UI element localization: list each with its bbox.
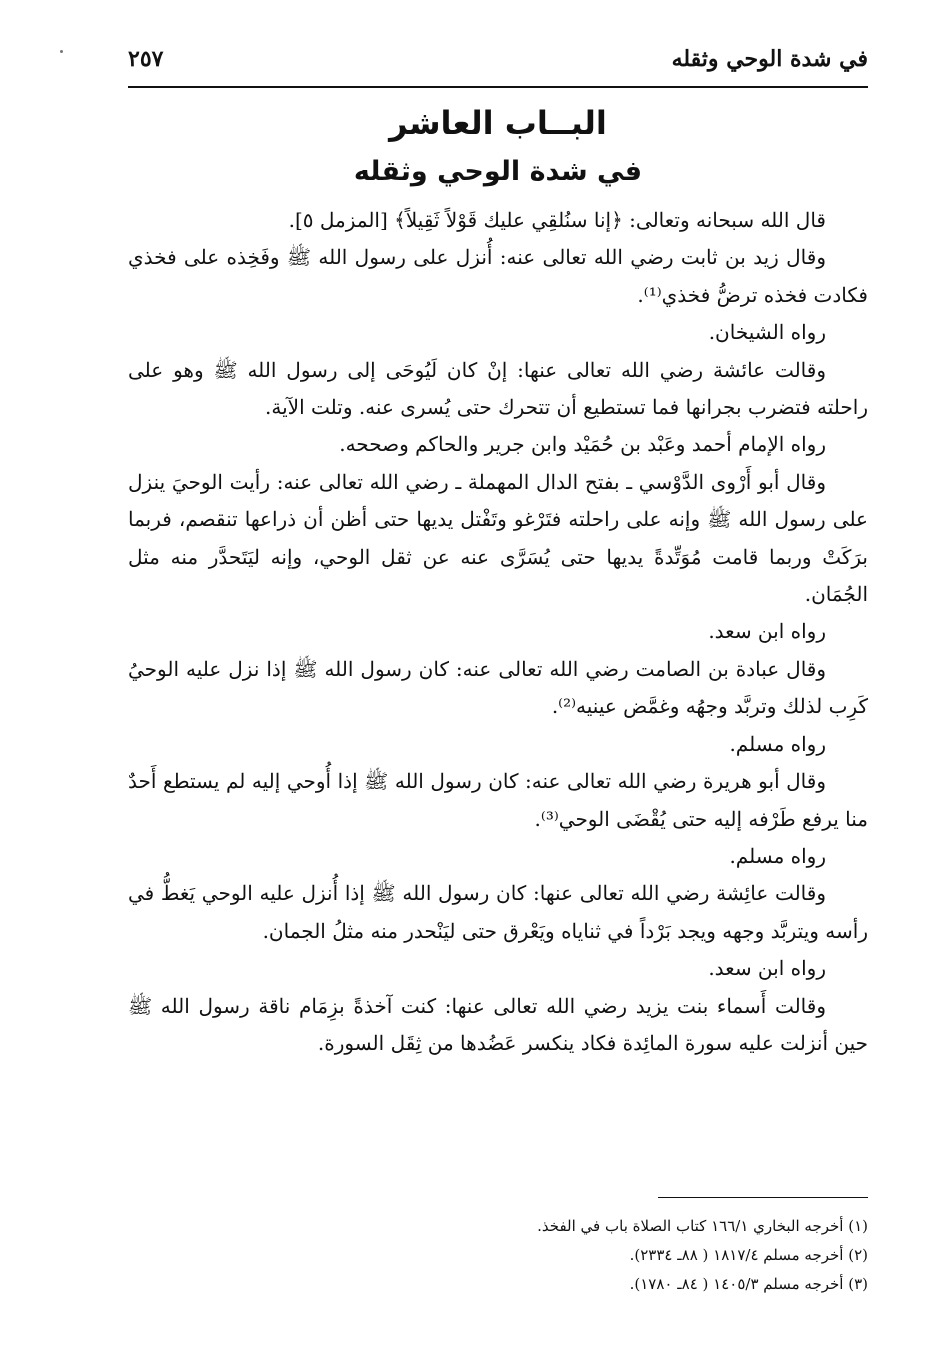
scan-speck xyxy=(60,50,63,53)
attribution: رواه مسلم. xyxy=(729,843,826,868)
paragraph-abu-huraira-hadith: وقال أبو هريرة رضي الله تعالى عنه: كان رسول الله ﷺ إذا أُوحي إليه لم يستطع أَحدٌ منا يرفع طَرْفه إليه حتى يُقْضَى الوحي⁽³⁾. xyxy=(128,769,868,831)
attribution: رواه ابن سعد. xyxy=(708,619,826,644)
paragraph-ubada-hadith: وقال عبادة بن الصامت رضي الله تعالى عنه: كان رسول الله ﷺ إذا نزل عليه الوحيُ كَرِب لذلك وتربَّد وجهُه وغمَّض عينيه⁽²⁾. xyxy=(128,656,868,719)
attribution: رواه مسلم. xyxy=(729,731,826,756)
footnotes xyxy=(128,1212,868,1299)
paragraph-asma-hadith: وقالت أَسماء بنت يزيد رضي الله تعالى عنها: كنت آخذةً بزِمَام ناقة رسول الله ﷺ حين أنزلت عليه سورة المائِدة فكاد ينكسر عَضُدها من ثِقَل السورة. xyxy=(128,993,868,1055)
running-header xyxy=(128,40,868,88)
body-text xyxy=(128,202,868,1062)
footnote-item: (١) أخرجه البخاري ١٦٦/١ كتاب الصلاة باب في الفخذ. xyxy=(537,1217,868,1235)
paragraph-zaid-hadith: وقال زيد بن ثابت رضي الله تعالى عنه: أُنزل على رسول الله ﷺ وفَخِذه على فخذي فكادت فخذه ترضُّ فخذي⁽¹⁾. xyxy=(128,245,868,307)
paragraph-quran-verse: قال الله سبحانه وتعالى: ﴿إنا سنُلقِي عليك قَوْلاً ثَقِيلاً﴾ [المزمل ٥]. xyxy=(288,208,826,232)
chapter-title: البــاب العاشر xyxy=(389,104,607,142)
attribution: رواه الإمام أحمد وعَبْد بن حُمَيْد وابن جرير والحاكم وصححه. xyxy=(339,432,826,457)
attribution: رواه الشيخان. xyxy=(708,320,826,345)
attribution: رواه ابن سعد. xyxy=(708,956,826,981)
paragraph-abu-arwa-hadith: وقال أبو أَرْوى الدَّوْسي ـ بفتح الدال المهملة ـ رضي الله تعالى عنه: رأيت الوحيَ ينزل على رسول الله ﷺ وإنه على راحلته فتَرْغو وتَفْتل يديها حتى أظن أن ذراعها تنقصم، فربما برَكَتْ وربما قامت مُوَتِّدةً يديها حتى يُسَرَّى عنه عن ثقل الوحي، وإنه ليَتَحدَّر منه مثل الجُمَان. xyxy=(128,469,868,607)
paragraph-aisha-hadith-2: وقالت عائِشة رضي الله تعالى عنها: كان رسول الله ﷺ إذا أُنزل عليه الوحي يَغطُّ في رأسه ويتربَّد وجهه ويجد بَرْداً في ثناياه ويَعْرق حتى ليَنْحدر منه مثلُ الجمان. xyxy=(128,881,868,943)
page-number: ٢٥٧ xyxy=(128,46,164,72)
footnote-item: (٢) أخرجه مسلم ١٨١٧/٤ ( ٨٨ـ ٢٣٣٤). xyxy=(629,1246,868,1264)
paragraph-aisha-hadith: وقالت عائشة رضي الله تعالى عنها: إنْ كان لَيُوحَى إلى رسول الله ﷺ وهو على راحلته فتضرب بجرانها فما تستطيع أن تتحرك حتى يُسرى عنه. وتلت الآية. xyxy=(128,357,868,420)
footnote-divider xyxy=(658,1197,868,1198)
chapter-subtitle: في شدة الوحي وثقله xyxy=(353,156,643,187)
running-title: في شدة الوحي وثقله xyxy=(671,46,868,72)
footnote-item: (٣) أخرجه مسلم ١٤٠٥/٣ ( ٨٤ـ ١٧٨٠). xyxy=(629,1275,868,1293)
